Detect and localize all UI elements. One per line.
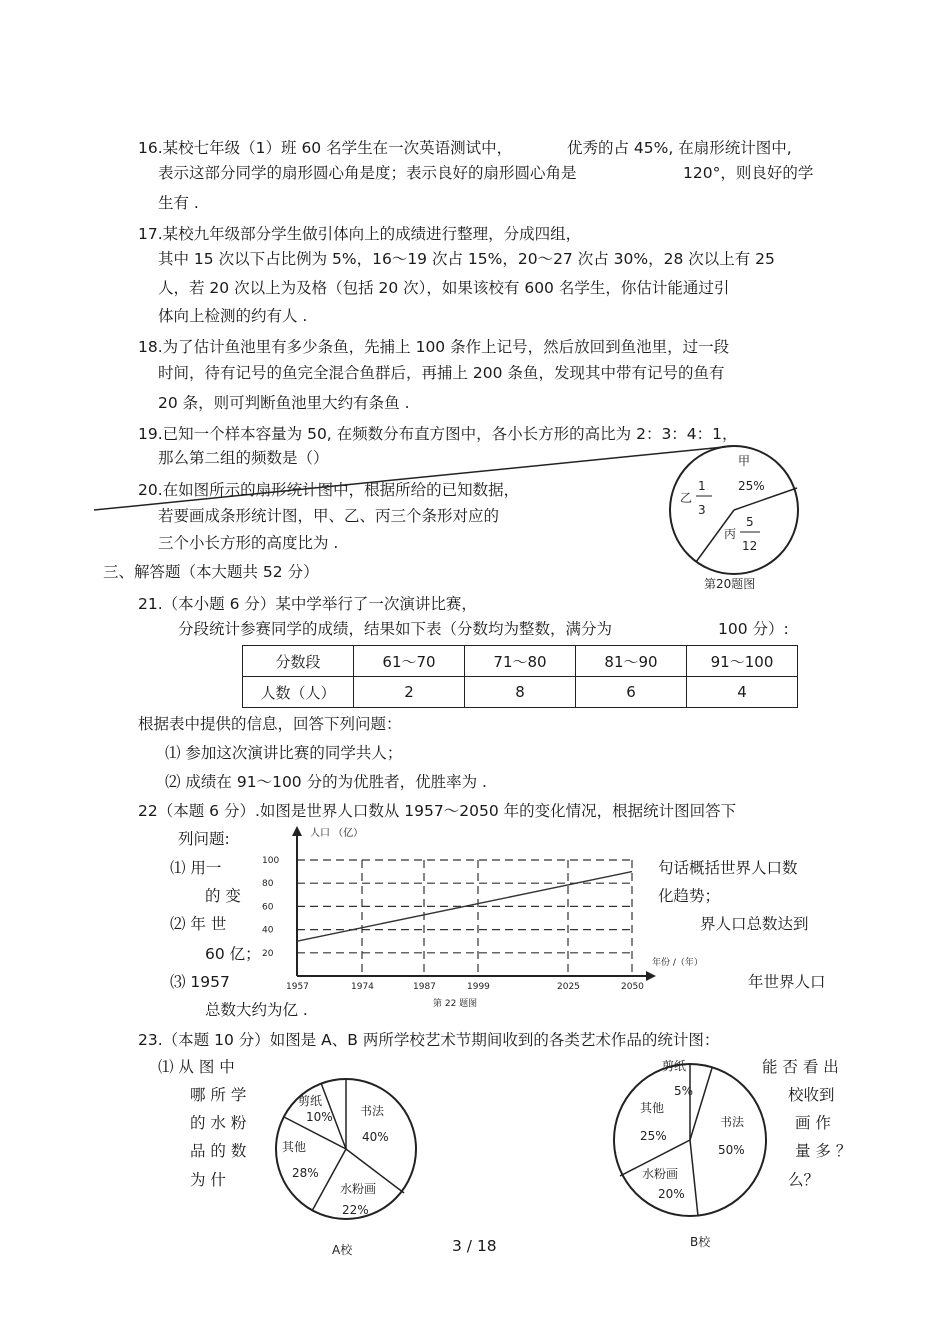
pie-a-radius [312,1149,346,1211]
q17-line2: 其中 15 次以下占比例为 5%，16～19 次占 15%，20～27 次占 30%，28 次以上有 25 [158,250,775,268]
table-cell: 分数段 [243,646,354,677]
q17-line1: 17.某校九年级部分学生做引体向上的成绩进行整理，分成四组， [138,225,582,243]
table-cell: 4 [687,677,798,708]
pie-b-label-shufa: 书法 [720,1115,745,1129]
q22-sub3a: ⑶ 1957 [170,973,230,991]
q20-line1: 20.在如图所示的扇形统计图中，根据所给的已知数据， [138,481,520,499]
section3-heading: 三、解答题（本大题共 52 分） [103,563,319,581]
q19-line1: 19.已知一个样本容量为 50, 在频数分布直方图中，各小长方形的高比为 2：3：4：1， [138,425,738,443]
q21-sub1: ⑴ 参加这次演讲比赛的同学共人； [165,744,403,762]
q23-right-1: 能 否 看 出 [762,1058,839,1076]
chart-y-ticks [262,856,279,959]
pie-a-label-other: 其他 [282,1140,307,1154]
q23-right-3: 画 作 [795,1114,831,1132]
table-cell: 人数（人） [243,677,354,708]
q22-sub2a: ⑵ 年 世 [170,915,227,933]
table-cell: 81～90 [576,646,687,677]
pie-b-pct-shuifen: 20% [658,1187,685,1201]
pie-b-caption: B校 [690,1235,711,1249]
q22-sub1c: 句话概括世界人口数 [658,859,798,877]
chart-y-tick-label: 20 [262,948,274,959]
q23-left-5: 为 什 [190,1171,226,1189]
q18-line1: 18.为了估计鱼池里有多少条鱼，先捕上 100 条作上记号，然后放回到鱼池里，过一段 [138,338,730,356]
table-cell: 6 [576,677,687,708]
q16-line1: 16.某校七年级（1）班 60 名学生在一次英语测试中， [138,139,513,157]
q20-pie-caption: 第20题图 [704,577,756,591]
pie-b-label-jianzhi: 剪纸 [662,1059,687,1073]
chart-y-label: 人口 （亿） [310,828,364,839]
q20-pie-jia-pct: 25% [738,479,765,493]
q21-line2b: 100 分）: [718,620,789,638]
q20-pie-yi-label: 乙 [680,491,693,505]
pie-a-label-jianzhi: 剪纸 [298,1094,323,1108]
pie-a-pct-shufa: 40% [362,1130,389,1144]
page-number: 3 / 18 [452,1237,497,1255]
chart-grid [297,860,632,976]
chart-y-tick-label: 100 [262,856,280,866]
chart-x-tick-label: 1957 [286,982,309,992]
q20-pie-jia-label: 甲 [738,454,751,468]
q23-left-3: 的 水 粉 [190,1114,247,1132]
q22-sub3c: 总数大约为亿 . [205,1001,308,1019]
pie-a-pct-other: 28% [292,1166,319,1180]
chart-x-label: 年份 /（年） [652,958,703,968]
q20-pie-bing-den: 12 [742,539,758,553]
q19-line2: 那么第二组的频数是（） [158,449,329,467]
table-cell: 71～80 [465,646,576,677]
q23-right-2: 校收到 [788,1086,835,1104]
table-cell: 8 [465,677,576,708]
table-cell: 2 [354,677,465,708]
pie-b-radius [690,1140,698,1216]
q21-line3: 根据表中提供的信息，回答下列问题： [138,715,402,733]
chart-x-tick-label: 2025 [557,982,580,992]
q21-line2: 分段统计参赛同学的成绩，结果如下表（分数均为整数，满分为 [178,620,613,638]
pie-b-label-other: 其他 [640,1101,665,1115]
q22-sub1d: 化趋势； [658,887,721,905]
q22-sub1b: 的 变 [205,887,241,905]
q20-pie-bing-label: 丙 [724,527,737,541]
q23-left-1: ⑴ 从 图 中 [158,1058,235,1076]
q23-right-5: 么？ [788,1171,820,1189]
q23-left-4: 品 的 数 [190,1142,247,1160]
q17-line4: 体向上检测的约有人 . [158,307,308,325]
q17-line3: 人，若 20 次以上为及格（包括 20 次），如果该校有 600 名学生，你估计能通过引 [158,279,730,297]
pie-b-label-shuifen: 水粉画 [642,1167,679,1181]
chart-y-axis-arrow [292,826,302,836]
q22-sub2c: 60 亿； [205,945,261,963]
q22-sub3b: 年世界人口 [748,973,826,991]
pie-a-label-shuifen: 水粉画 [340,1182,377,1196]
chart-x-tick-label: 1987 [413,982,436,992]
pie-b-pct-jianzhi: 5% [674,1084,694,1098]
q16-line1b: 优秀的占 45%, 在扇形统计图中, [567,139,792,157]
chart-series-line [297,872,632,942]
pie-a-pct-shuifen: 22% [342,1203,369,1217]
q20-pie-bing-num: 5 [746,515,754,529]
q16-line2: 表示这部分同学的扇形圆心角是度；表示良好的扇形圆心角是 [158,164,577,182]
q18-line2: 时间，待有记号的鱼完全混合鱼群后，再捕上 200 条鱼，发现其中带有记号的鱼有 [158,364,725,382]
q20-pie-yi-den: 3 [698,503,706,517]
table-cell: 61～70 [354,646,465,677]
pie-a-pct-jianzhi: 10% [306,1110,333,1124]
q16-line2b: 120°，则良好的学 [683,164,814,182]
q21-sub2: ⑵ 成绩在 91～100 分的为优胜者，优胜率为 . [165,773,487,791]
chart-x-axis-arrow [646,971,656,981]
q16-line3: 生有 . [158,194,199,212]
q18-line3: 20 条，则可判断鱼池里大约有条鱼 . [158,394,410,412]
pie-a-caption: A校 [332,1243,353,1257]
chart-x-tick-label: 2050 [621,982,644,992]
q22-sub2b: 界人口总数达到 [700,915,809,933]
pie-b-pct-other: 25% [640,1129,667,1143]
pie-a-label-shufa: 书法 [360,1104,385,1118]
table-cell: 91～100 [687,646,798,677]
q23-pie-b [612,1060,772,1260]
pie-b-pct-shufa: 50% [718,1143,745,1157]
q22-line2: 列问题: [178,830,230,848]
chart-y-tick-label: 40 [262,925,274,936]
pie-b-radius [690,1068,712,1140]
q22-sub1a: ⑴ 用一 [170,859,222,877]
q23-line1: 23.（本题 10 分）如图是 A、B 两所学校艺术节期间收到的各类艺术作品的统计图： [138,1031,720,1049]
q22-line1: 22（本题 6 分）.如图是世界人口数从 1957～2050 年的变化情况，根据统计图回答下 [138,802,737,820]
q20-line3: 三个小长方形的高度比为 . [158,534,339,552]
q20-pie-yi-num: 1 [698,479,706,493]
q23-pie-a [270,1075,430,1265]
chart-y-tick-label: 60 [262,902,274,913]
chart-caption: 第 22 题图 [433,999,478,1009]
q23-right-4: 量 多 ？ [795,1142,852,1160]
q20-line2: 若要画成条形统计图，甲、乙、丙三个条形对应的 [158,507,500,525]
chart-x-tick-label: 1999 [467,982,490,992]
chart-x-tick-label: 1974 [351,982,374,992]
chart-x-ticks [286,982,644,992]
q21-line1: 21.（本小题 6 分）某中学举行了一次演讲比赛， [138,595,477,613]
chart-y-tick-label: 80 [262,879,274,890]
q23-left-2: 哪 所 学 [190,1086,247,1104]
